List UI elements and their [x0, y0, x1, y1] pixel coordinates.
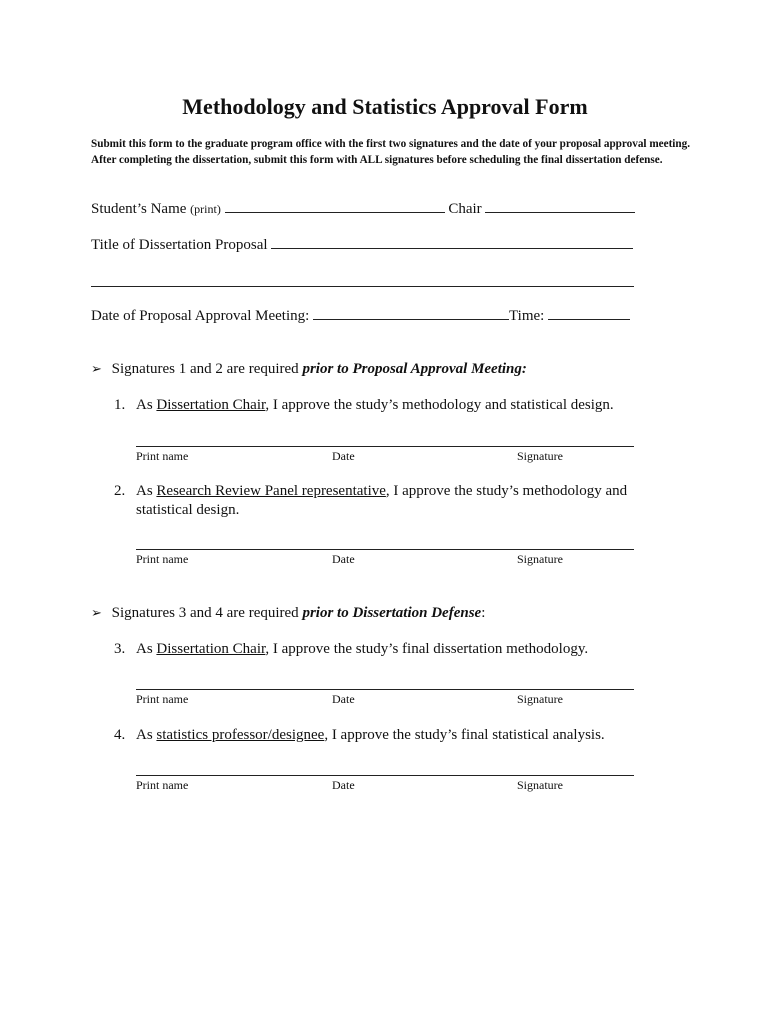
section-prefix: Signatures 3 and 4 are required — [111, 605, 303, 621]
approval-item-3 — [114, 639, 588, 659]
dissertation-title-field[interactable] — [271, 234, 633, 249]
signature-label-2: Signature — [517, 552, 563, 566]
arrow-bullet-icon: ➢ — [91, 606, 102, 621]
arrow-bullet-icon: ➢ — [91, 362, 102, 377]
approval-number: 1. — [114, 397, 126, 413]
approval-role: Dissertation Chair — [156, 397, 266, 413]
chair-label: Chair — [448, 201, 482, 217]
date-label-1: Date — [332, 449, 355, 463]
dissertation-title-field-line2[interactable] — [91, 286, 634, 287]
approval-item-2-continuation: statistical design. — [136, 502, 240, 518]
approval-number: 4. — [114, 727, 126, 743]
section-suffix: : — [521, 361, 527, 377]
approval-after: , I approve the study’s methodology and statistical design. — [265, 397, 614, 413]
approval-item-1 — [114, 395, 614, 415]
section-emphasis: prior to Proposal Approval Meeting — [302, 361, 522, 377]
print-name-label-2: Print name — [136, 552, 189, 566]
signature-line-2[interactable] — [136, 549, 634, 550]
approval-after: , I approve the study’s final dissertation methodology. — [265, 641, 589, 657]
approval-before: As — [136, 641, 157, 657]
signature-line-1[interactable] — [136, 446, 634, 447]
student-name-row — [91, 198, 635, 219]
approval-after: , I approve the study’s final statistical analysis. — [324, 727, 605, 743]
dissertation-title-row — [91, 234, 633, 255]
print-name-label-1: Print name — [136, 449, 189, 463]
signature-label-1: Signature — [517, 449, 563, 463]
approval-number: 2. — [114, 483, 126, 499]
meeting-time-field[interactable] — [548, 305, 630, 320]
date-label-3: Date — [332, 692, 355, 706]
section-emphasis: prior to Dissertation Defense — [302, 605, 482, 621]
print-name-label-3: Print name — [136, 692, 189, 706]
section-suffix: : — [481, 605, 486, 621]
section-header-proposal — [91, 359, 527, 380]
time-label: Time: — [509, 308, 545, 324]
approval-role: Research Review Panel representative — [156, 483, 386, 499]
signature-label-3: Signature — [517, 692, 563, 706]
approval-before: As — [136, 397, 157, 413]
date-label-4: Date — [332, 778, 355, 792]
approval-item-4 — [114, 725, 605, 745]
approval-role: Dissertation Chair — [156, 641, 266, 657]
approval-after: , I approve the study’s methodology and — [385, 483, 628, 499]
section-prefix: Signatures 1 and 2 are required — [111, 361, 303, 377]
meeting-date-row — [91, 305, 630, 326]
date-label-2: Date — [332, 552, 355, 566]
print-name-label-4: Print name — [136, 778, 189, 792]
form-instructions: Submit this form to the graduate program office with the first two signatures and the date of your proposal approval meeting. After completing the dissertation, submit this form with ALL signatures before scheduling the final dissertation defense. — [91, 138, 691, 166]
signature-line-3[interactable] — [136, 689, 634, 690]
approval-number: 3. — [114, 641, 126, 657]
approval-before: As — [136, 727, 157, 743]
section-header-defense — [91, 603, 485, 624]
dissertation-title-label: Title of Dissertation Proposal — [91, 237, 268, 253]
signature-label-4: Signature — [517, 778, 563, 792]
student-name-hint: (print) — [190, 202, 221, 216]
form-title: Methodology and Statistics Approval Form — [182, 94, 588, 119]
student-name-label: Student’s Name — [91, 201, 187, 217]
meeting-date-label: Date of Proposal Approval Meeting: — [91, 308, 310, 324]
signature-line-4[interactable] — [136, 775, 634, 776]
student-name-field[interactable] — [225, 198, 445, 213]
approval-before: As — [136, 483, 157, 499]
approval-item-2 — [114, 481, 627, 501]
meeting-date-field[interactable] — [313, 305, 509, 320]
approval-role: statistics professor/designee — [156, 727, 325, 743]
chair-field[interactable] — [485, 198, 635, 213]
